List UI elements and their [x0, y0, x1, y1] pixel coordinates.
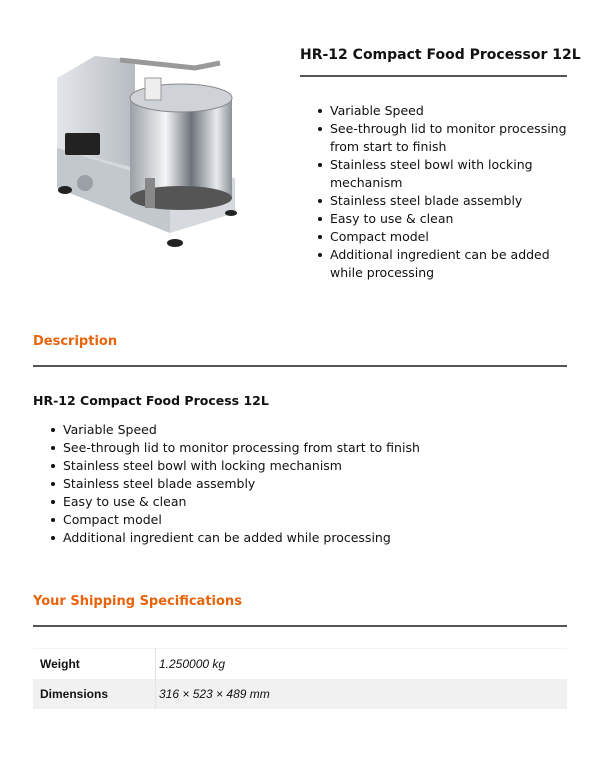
description-divider [33, 365, 567, 367]
list-item: Additional ingredient can be added while processing [51, 529, 571, 547]
list-item: Additional ingredient can be added while processing [318, 246, 568, 282]
product-image [45, 38, 245, 253]
list-item: Compact model [51, 511, 571, 529]
list-item: Stainless steel blade assembly [318, 192, 568, 210]
table-row [33, 679, 567, 709]
description-heading: Description [33, 334, 118, 349]
list-item: Easy to use & clean [51, 493, 571, 511]
product-title: HR-12 Compact Food Processor 12L [300, 47, 581, 63]
description-subtitle: HR-12 Compact Food Process 12L [33, 393, 269, 408]
list-item: Variable Speed [51, 421, 571, 439]
spec-label: Weight [33, 649, 156, 680]
list-item: Easy to use & clean [318, 210, 568, 228]
list-item: Variable Speed [318, 102, 568, 120]
feature-list [318, 102, 568, 282]
spec-value: 316 × 523 × 489 mm [156, 679, 568, 709]
shipping-divider [33, 625, 567, 627]
title-divider [300, 75, 567, 77]
description-feature-list [51, 421, 571, 547]
list-item: Stainless steel blade assembly [51, 475, 571, 493]
list-item: Stainless steel bowl with locking mechanism [51, 457, 571, 475]
table-row [33, 649, 567, 680]
shipping-heading: Your Shipping Specifications [33, 594, 242, 609]
spec-value: 1.250000 kg [156, 649, 568, 680]
list-item: See-through lid to monitor processing from start to finish [318, 120, 568, 156]
spec-label: Dimensions [33, 679, 156, 709]
shipping-spec-table [33, 648, 567, 709]
list-item: Compact model [318, 228, 568, 246]
list-item: See-through lid to monitor processing from start to finish [51, 439, 571, 457]
list-item: Stainless steel bowl with locking mechanism [318, 156, 568, 192]
